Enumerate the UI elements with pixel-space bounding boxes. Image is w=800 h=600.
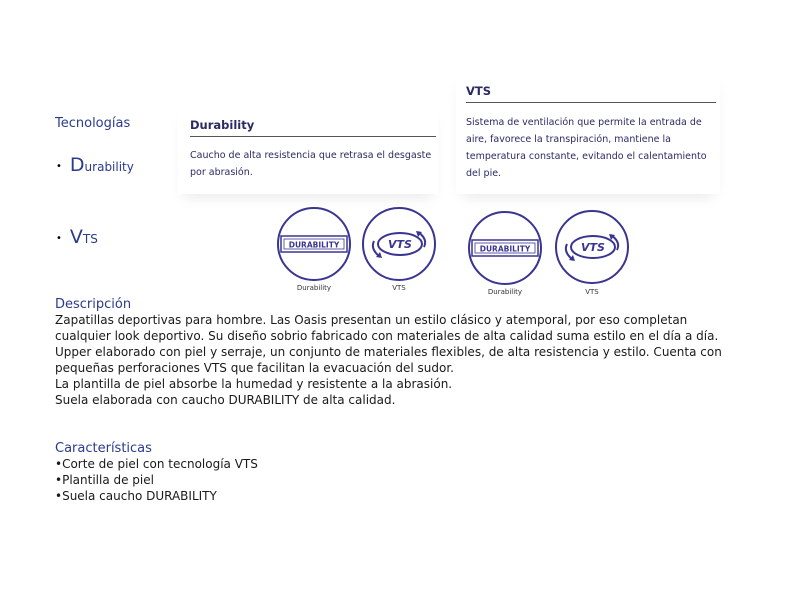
durability-card [178, 106, 438, 194]
bullet-icon: • [56, 161, 62, 172]
list-item: •Suela caucho DURABILITY [55, 489, 217, 503]
vts-card-divider [466, 102, 716, 103]
durability-badge [466, 209, 544, 287]
durability-card-title: Durability [190, 118, 255, 132]
durability-badge-text: DURABILITY [479, 244, 531, 254]
characteristics-list [55, 456, 555, 504]
description-paragraph: Upper elaborado con piel y serraje, un conjunto de materiales flexibles, de alta resistencia y estilo. Cuenta con pequeñas perforaciones VTS que facilitan la evacuación del sudor. [55, 345, 722, 375]
characteristics-section [55, 441, 555, 504]
durability-card-divider [190, 136, 436, 137]
description-paragraph: Zapatillas deportivas para hombre. Las Oasis presentan un estilo clásico y atemporal, por eso completan cualquier look deportivo. Su diseño sobrio fabricado con materiales de alta calidad suma estilo en el día a día. [55, 313, 719, 343]
tech-item-rest: TS [82, 232, 98, 246]
tech-item-cap: V [69, 226, 83, 248]
list-item: •Corte de piel con tecnología VTS [55, 457, 258, 471]
vts-badge-text: VTS [388, 238, 412, 251]
tech-item-rest: urability [84, 160, 134, 174]
durability-badge [275, 205, 353, 283]
vts-badge [553, 208, 631, 286]
durability-badge-text: DURABILITY [288, 240, 340, 250]
description-paragraph: La plantilla de piel absorbe la humedad y resistente a la abrasión. [55, 377, 453, 391]
tech-item-durability [56, 154, 134, 176]
vts-card [456, 74, 720, 194]
characteristics-title: Características [55, 441, 152, 456]
durability-card-text: Caucho de alta resistencia que retrasa el desgaste por abrasión. [190, 150, 432, 178]
tech-item-cap: D [69, 154, 85, 176]
vts-badge-label: VTS [392, 284, 406, 292]
durability-badge-label: Durability [487, 288, 523, 296]
vts-card-title: VTS [466, 84, 492, 98]
tech-item-vts [56, 226, 98, 248]
list-item: •Plantilla de piel [55, 473, 154, 487]
vts-card-text: Sistema de ventilación que permite la entrada de aire, favorece la transpiración, mantiene la temperatura constante, evitando el calentamiento del pie. [466, 117, 707, 179]
description-title: Descripción [55, 297, 132, 312]
bullet-icon: • [56, 233, 62, 244]
vts-badge [360, 205, 438, 283]
durability-badge-label: Durability [296, 284, 332, 292]
vts-badge-text: VTS [581, 241, 605, 254]
description-body [55, 312, 745, 408]
description-section [55, 297, 745, 408]
vts-badge-label: VTS [585, 288, 599, 296]
description-paragraph: Suela elaborada con caucho DURABILITY de alta calidad. [55, 393, 396, 407]
technologies-title: Tecnologías [55, 116, 131, 131]
